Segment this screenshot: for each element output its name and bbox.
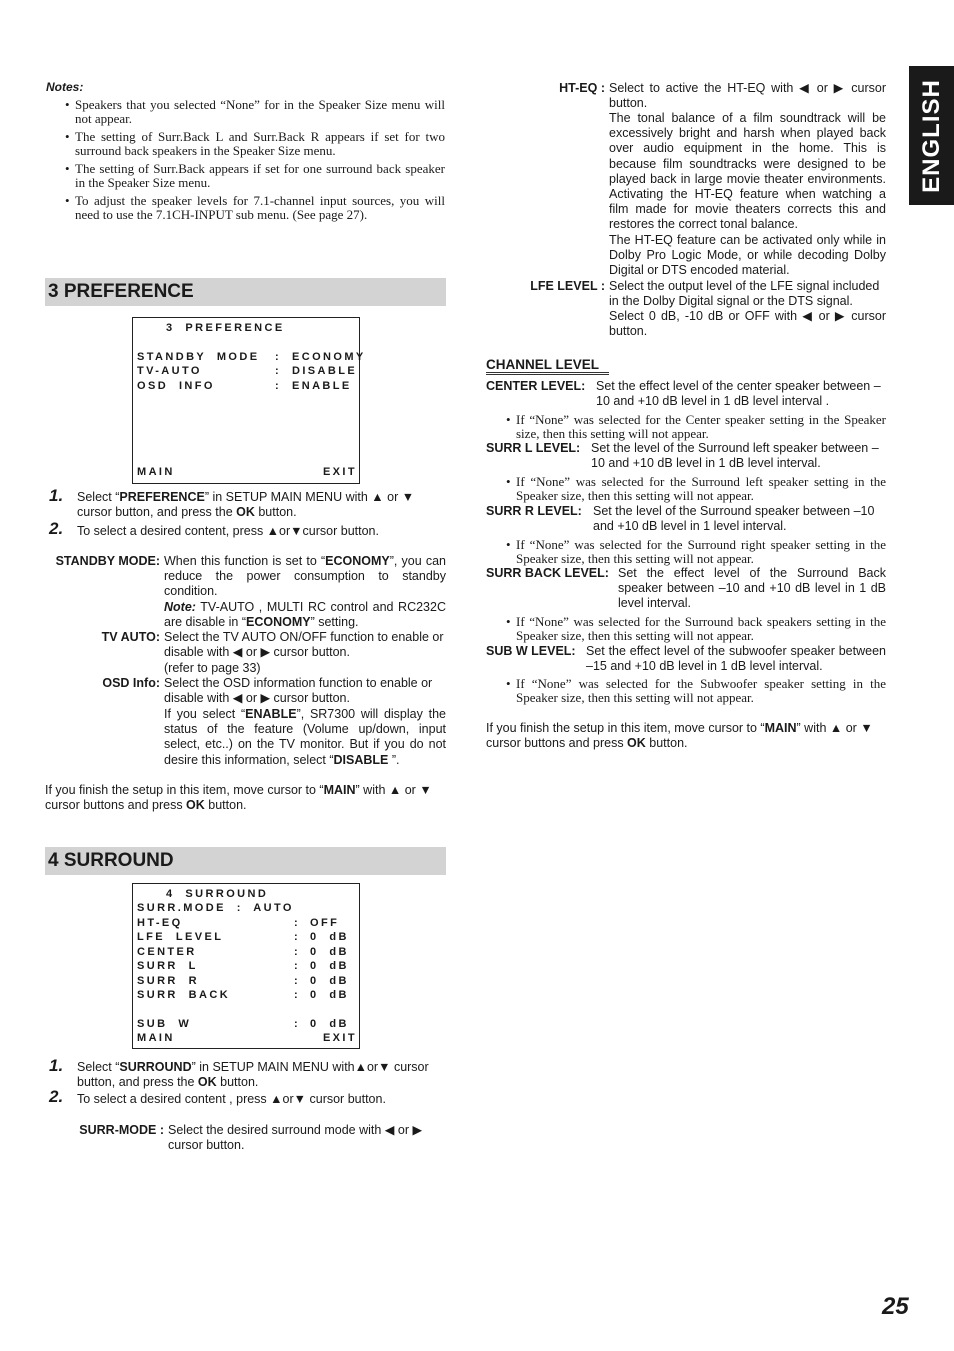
osd-row-label: TV-AUTO xyxy=(137,365,202,377)
term-note: • If “None” was selected for the Subwoofer speaker setting in the Speaker size, then this setting will not appear. xyxy=(506,676,886,705)
step-instruction: Select “PREFERENCE” in SETUP MAIN MENU with ▲ or ▼ cursor button, and press the OK button. xyxy=(77,490,415,520)
osd-row-sep: : xyxy=(294,975,301,987)
step-instruction: To select a desired content , press ▲or▼ cursor button. xyxy=(77,1092,386,1106)
step-number: 2. xyxy=(49,519,64,538)
osd-row-sep: : xyxy=(294,931,301,943)
note-item: • The setting of Surr.Back appears if set for one surround back speaker in the Speaker Size menu. xyxy=(65,161,445,190)
term-description: When this function is set to “ECONOMY”, you can reduce the power consumption to standby condition. xyxy=(164,554,446,599)
osd-footer-exit: EXIT xyxy=(322,1032,357,1044)
osd-title: 3 PREFERENCE xyxy=(166,322,285,334)
term-label: HT-EQ : xyxy=(559,81,605,95)
section-title: 4 SURROUND xyxy=(48,850,174,871)
osd-row-sep: : xyxy=(275,365,282,377)
osd-row-sep: : xyxy=(275,351,282,363)
page-reference: (refer to page 33) xyxy=(164,661,261,675)
osd-row-value: ECONOMY xyxy=(292,351,366,363)
term-note: • If “None” was selected for the Center speaker setting in the Speaker size, then this setting will not appear. xyxy=(506,412,886,441)
term-description: Select to active the HT-EQ with ◀ or ▶ cursor button. xyxy=(609,81,886,111)
note-item: • To adjust the speaker levels for 7.1-channel input sources, you will need to use the 7.1CH-INPUT sub menu. (See page 27). xyxy=(65,193,445,222)
section-title: 3 PREFERENCE xyxy=(48,281,194,302)
osd-preference-screen xyxy=(132,317,366,484)
osd-row-sep: : xyxy=(275,380,282,392)
osd-row-value: 0 dB xyxy=(310,946,349,958)
osd-row-label: HT-EQ xyxy=(137,917,183,929)
language-tab-label: ENGLISH xyxy=(917,78,945,193)
osd-row-sep: : xyxy=(294,960,301,972)
term-description: The HT-EQ feature can be activated only while in Dolby Pro Logic Mode, or while decoding Dolby Digital or DTS encoded material. xyxy=(609,233,886,278)
term-description: The tonal balance of a film soundtrack will be excessively bright and harsh when played back over audio equipment in the home. This is because film soundtracks were designed to be played back in large movie theater environments. Activating the HT-EQ feature when watching a film made for movie theaters corrects this and restores the correct tonal balance. xyxy=(609,111,886,232)
term-label: OSD Info: xyxy=(102,676,160,690)
notes-title: Notes: xyxy=(46,80,84,94)
osd-mode-line: SURR.MODE : AUTO xyxy=(137,902,294,914)
osd-row-value: 0 dB xyxy=(310,960,349,972)
step-instruction: To select a desired content, press ▲or▼cursor button. xyxy=(77,524,379,538)
term-description: Select the desired surround mode with ◀ or ▶ cursor button. xyxy=(168,1123,423,1153)
term-description: Select the TV AUTO ON/OFF function to enable or disable with ◀ or ▶ cursor button. xyxy=(164,630,444,660)
term-description: Set the level of the Surround speaker between –10 and +10 dB level in 1 level interval. xyxy=(593,504,875,534)
term-label: STANDBY MODE: xyxy=(55,554,160,568)
osd-footer-exit: EXIT xyxy=(322,466,357,478)
osd-row-sep: : xyxy=(294,917,301,929)
step-number: 1. xyxy=(49,486,64,505)
osd-row-sep: : xyxy=(294,946,301,958)
osd-footer-main: MAIN xyxy=(137,466,175,478)
term-description: Select the output level of the LFE signal included in the Dolby Digital signal or the DTS signal. xyxy=(609,279,880,309)
osd-row-label: OSD INFO xyxy=(137,380,215,392)
osd-row-sep: : xyxy=(294,989,301,1001)
osd-row-value: ENABLE xyxy=(292,380,352,392)
term-note: Note: TV-AUTO , MULTI RC control and RC232C are disable in “ECONOMY” setting. xyxy=(164,600,446,630)
term-label: SURR-MODE : xyxy=(79,1123,164,1137)
osd-row-label: CENTER xyxy=(137,946,197,958)
channel-level-heading: CHANNEL LEVEL xyxy=(486,357,609,375)
section-heading-surround xyxy=(45,847,446,875)
osd-title: 4 SURROUND xyxy=(166,888,269,900)
term-label: SURR R LEVEL: xyxy=(486,504,582,518)
term-note: • If “None” was selected for the Surround left speaker setting in the Speaker size, then this setting will not appear. xyxy=(506,474,886,503)
osd-row-value: DISABLE xyxy=(292,365,358,377)
term-label: CENTER LEVEL: xyxy=(486,379,586,393)
note-item: • Speakers that you selected “None” for in the Speaker Size menu will not appear. xyxy=(65,97,445,126)
term-description: Set the effect level of the subwoofer speaker between –15 and +10 dB level in 1 dB level interval. xyxy=(586,644,886,674)
term-label: SUB W LEVEL: xyxy=(486,644,576,658)
term-description: Select the OSD information function to enable or disable with ◀ or ▶ cursor button. xyxy=(164,676,433,706)
osd-row-sep: : xyxy=(294,1018,301,1030)
term-entry xyxy=(486,566,626,581)
section-heading-preference xyxy=(45,278,446,306)
osd-row-label: SURR R xyxy=(137,975,200,987)
osd-row-label: SURR BACK xyxy=(137,989,231,1001)
term-description: Set the effect level of the Surround Back speaker between –10 and +10 dB level in 1 dB level interval. xyxy=(618,566,886,611)
term-description: If you select “ENABLE”, SR7300 will display the status of the feature (Volume up/down, input select, etc..) on the TV monitor. But if you do not desire this information, select “DISABLE ”. xyxy=(164,707,446,767)
osd-row-value: OFF xyxy=(310,917,340,929)
osd-row-value: 0 dB xyxy=(310,989,349,1001)
step-instruction: Select “SURROUND” in SETUP MAIN MENU with▲or▼ cursor button, and press the OK button. xyxy=(77,1060,429,1090)
language-tab xyxy=(909,66,954,205)
osd-row-label: SUB W xyxy=(137,1018,192,1030)
term-description: Set the level of the Surround left speaker between – 10 and +10 dB level in 1 dB level interval. xyxy=(591,441,879,471)
osd-row-label: LFE LEVEL xyxy=(137,931,224,943)
osd-row-value: 0 dB xyxy=(310,975,349,987)
osd-surround-screen xyxy=(132,883,360,1049)
term-label: LFE LEVEL : xyxy=(530,279,605,293)
finish-instruction: If you finish the setup in this item, move cursor to “MAIN” with ▲ or ▼ cursor buttons and press OK button. xyxy=(486,721,873,751)
note-item: • The setting of Surr.Back L and Surr.Back R appears if set for two surround back speakers in the Speaker Size menu. xyxy=(65,129,445,158)
term-label: TV AUTO: xyxy=(101,630,160,644)
page-number: 25 xyxy=(882,1293,909,1320)
osd-row-label: SURR L xyxy=(137,960,198,972)
finish-instruction: If you finish the setup in this item, move cursor to “MAIN” with ▲ or ▼ cursor buttons and press OK button. xyxy=(45,783,432,813)
term-label: SURR L LEVEL: xyxy=(486,441,581,455)
osd-row-value: 0 dB xyxy=(310,931,349,943)
term-label: SURR BACK LEVEL: xyxy=(486,566,609,580)
osd-footer-main: MAIN xyxy=(137,1032,175,1044)
term-description: Select 0 dB, -10 dB or OFF with ◀ or ▶ cursor button. xyxy=(609,309,886,339)
osd-row-value: 0 dB xyxy=(310,1018,349,1030)
term-note: • If “None” was selected for the Surround back speakers setting in the Speaker size, then this setting will not appear. xyxy=(506,614,886,643)
step-number: 1. xyxy=(49,1056,64,1075)
osd-row-label: STANDBY MODE xyxy=(137,351,260,363)
term-description: Set the effect level of the center speaker between – 10 and +10 dB level in 1 dB level interval . xyxy=(596,379,881,409)
term-note: • If “None” was selected for the Surround right speaker setting in the Speaker size, then this setting will not appear. xyxy=(506,537,886,566)
step-number: 2. xyxy=(49,1087,64,1106)
